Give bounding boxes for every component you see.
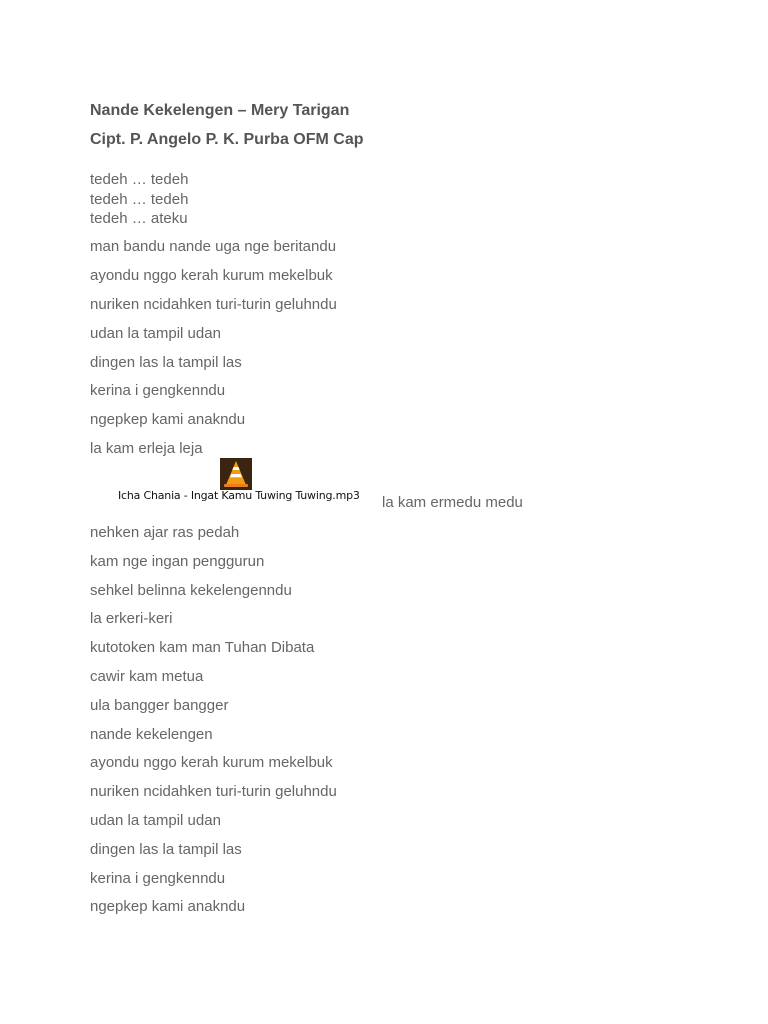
lyric-line: dingen las la tampil las (90, 841, 242, 858)
intro-line: tedeh … ateku (90, 210, 188, 227)
lyric-line: nuriken ncidahken turi-turin geluhndu (90, 783, 337, 800)
lyric-line: nehken ajar ras pedah (90, 524, 240, 541)
lyric-line: ula bangger bangger (90, 697, 229, 714)
lyric-line: la kam erleja leja (90, 440, 203, 457)
composer-credit: Cipt. P. Angelo P. K. Purba OFM Cap (90, 131, 364, 148)
lyric-line: ngepkep kami anakndu (90, 898, 246, 915)
lyric-line: la erkeri-keri (90, 610, 173, 627)
lyric-line: nuriken ncidahken turi-turin geluhndu (90, 296, 337, 313)
lyric-line: ayondu nggo kerah kurum mekelbuk (90, 754, 333, 771)
lyric-line: udan la tampil udan (90, 325, 221, 342)
vlc-cone-icon (220, 458, 252, 490)
lyric-line: dingen las la tampil las (90, 354, 242, 371)
lyric-line: cawir kam metua (90, 668, 204, 685)
lyric-line: kerina i gengkenndu (90, 870, 226, 887)
lyric-line: la kam ermedu medu (382, 494, 523, 511)
lyric-line: sehkel belinna kekelengenndu (90, 582, 292, 599)
lyric-line: kutotoken kam man Tuhan Dibata (90, 639, 315, 656)
lyric-line: man bandu nande uga nge beritandu (90, 238, 337, 255)
attachment-filename[interactable]: Icha Chania - Ingat Kamu Tuwing Tuwing.mp3 (118, 489, 360, 502)
intro-line: tedeh … tedeh (90, 171, 189, 188)
intro-block (90, 170, 188, 229)
song-title: Nande Kekelengen – Mery Tarigan (90, 102, 350, 119)
lyric-line: ngepkep kami anakndu (90, 411, 246, 428)
lyric-line: udan la tampil udan (90, 812, 221, 829)
mp3-attachment[interactable] (118, 457, 358, 507)
intro-line: tedeh … tedeh (90, 190, 189, 208)
lyric-line: ayondu nggo kerah kurum mekelbuk (90, 267, 333, 284)
lyric-line: kerina i gengkenndu (90, 382, 226, 399)
lyric-line: kam nge ingan penggurun (90, 553, 265, 570)
lyric-line: nande kekelengen (90, 726, 213, 743)
